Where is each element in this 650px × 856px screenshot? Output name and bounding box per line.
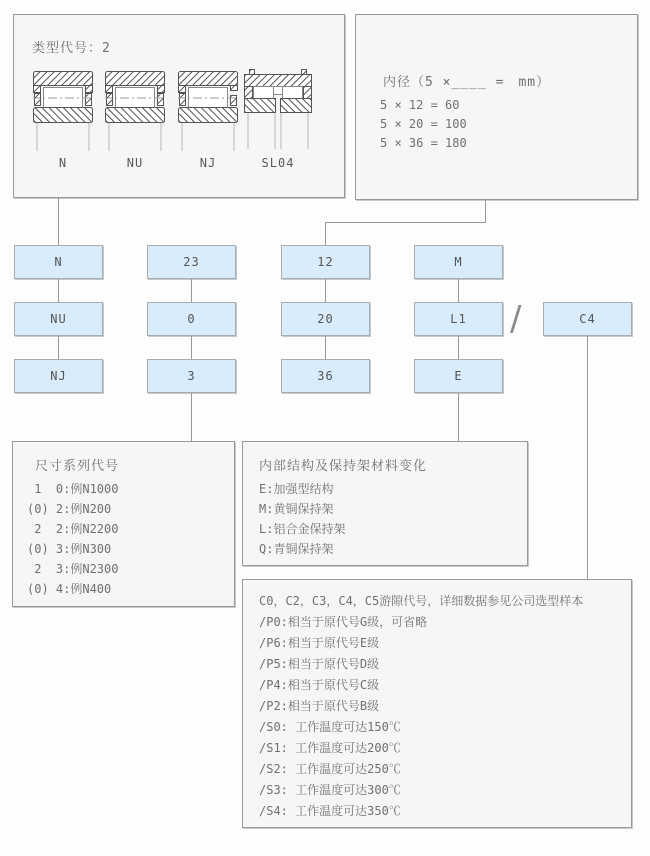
code-box-series-row1: 23 <box>147 245 236 279</box>
size-series-line: (0) 3:例N300 <box>27 542 112 556</box>
connector-col5-to-clearance-panel <box>587 336 588 579</box>
clearance-line: /S0: 工作温度可达150℃ <box>259 720 401 734</box>
slash-separator: / <box>510 299 522 339</box>
connector-col4-b <box>458 336 459 359</box>
structure-line: L:铝合金保持架 <box>259 522 346 536</box>
size-series-title: 尺寸系列代号 <box>35 459 120 474</box>
code-box-bore-row1: 12 <box>281 245 370 279</box>
connector-col1-b <box>58 336 59 359</box>
clearance-line: /S3: 工作温度可达300℃ <box>259 783 401 797</box>
code-box-series-row2: 0 <box>147 302 236 336</box>
code-box-type-row1: N <box>14 245 103 279</box>
bearing-label-nu: NU <box>126 156 144 170</box>
bore-example-line: 5 × 20 = 100 <box>380 117 467 131</box>
connector-col2-to-size-panel <box>191 393 192 441</box>
structure-title: 内部结构及保持架材料变化 <box>259 459 428 474</box>
type-code-panel <box>13 14 345 198</box>
size-series-line: 2 2:例N2200 <box>27 522 119 536</box>
clearance-line: C0，C2，C3，C4，C5游隙代号，详细数据参见公司选型样本 <box>259 594 584 608</box>
clearance-line: /S4: 工作温度可达350℃ <box>259 804 401 818</box>
connector-col2-b <box>191 336 192 359</box>
connector-col2-a <box>191 279 192 302</box>
bearing-diagram-nu <box>105 71 165 155</box>
code-box-bore-row3: 36 <box>281 359 370 393</box>
bearing-diagram-n <box>33 71 93 155</box>
bore-diameter-title: 内径（5 ×____ = mm） <box>383 75 551 90</box>
clearance-line: /P6:相当于原代号E级 <box>259 636 380 650</box>
connector-col4-to-structure-panel <box>458 393 459 441</box>
connector-col3-a <box>325 279 326 302</box>
bearing-label-nj: NJ <box>199 156 217 170</box>
size-series-line: 2 3:例N2300 <box>27 562 119 576</box>
type-code-title: 类型代号：2 <box>32 41 111 56</box>
structure-line: M:黄铜保持架 <box>259 502 334 516</box>
bearing-label-sl04: SL04 <box>261 156 295 170</box>
code-box-suffix-row3: E <box>414 359 503 393</box>
connector-col3-b <box>325 336 326 359</box>
clearance-line: /P4:相当于原代号C级 <box>259 678 380 692</box>
bore-example-line: 5 × 12 = 60 <box>380 98 460 112</box>
size-series-panel <box>12 441 235 607</box>
code-box-type-row3: NJ <box>14 359 103 393</box>
clearance-panel <box>242 579 632 828</box>
code-box-series-row3: 3 <box>147 359 236 393</box>
clearance-line: /P2:相当于原代号B级 <box>259 699 380 713</box>
structure-line: Q:青铜保持架 <box>259 542 334 556</box>
code-box-clearance: C4 <box>543 302 632 336</box>
connector-bore-down <box>485 200 486 223</box>
structure-panel <box>242 441 528 566</box>
clearance-line: /S2: 工作温度可达250℃ <box>259 762 401 776</box>
connector-col1-a <box>58 279 59 302</box>
code-box-bore-row2: 20 <box>281 302 370 336</box>
code-box-suffix-row1: M <box>414 245 503 279</box>
bearing-label-n: N <box>58 156 68 170</box>
bore-diameter-panel <box>355 14 638 200</box>
size-series-line: (0) 4:例N400 <box>27 582 112 596</box>
bore-example-line: 5 × 36 = 180 <box>380 136 467 150</box>
structure-line: E:加强型结构 <box>259 482 334 496</box>
size-series-line: (0) 2:例N200 <box>27 502 112 516</box>
size-series-line: 1 0:例N1000 <box>27 482 119 496</box>
clearance-line: /S1: 工作温度可达200℃ <box>259 741 401 755</box>
code-box-type-row2: NU <box>14 302 103 336</box>
bearing-diagram-nj <box>178 71 238 155</box>
connector-type-to-n <box>58 198 59 245</box>
connector-col4-a <box>458 279 459 302</box>
clearance-line: /P5:相当于原代号D级 <box>259 657 380 671</box>
bearing-diagram-sl04 <box>244 69 312 153</box>
connector-bore-across <box>325 222 486 223</box>
code-box-suffix-row2: L1 <box>414 302 503 336</box>
clearance-line: /P0:相当于原代号G级，可省略 <box>259 615 428 629</box>
connector-bore-to-12 <box>325 222 326 245</box>
